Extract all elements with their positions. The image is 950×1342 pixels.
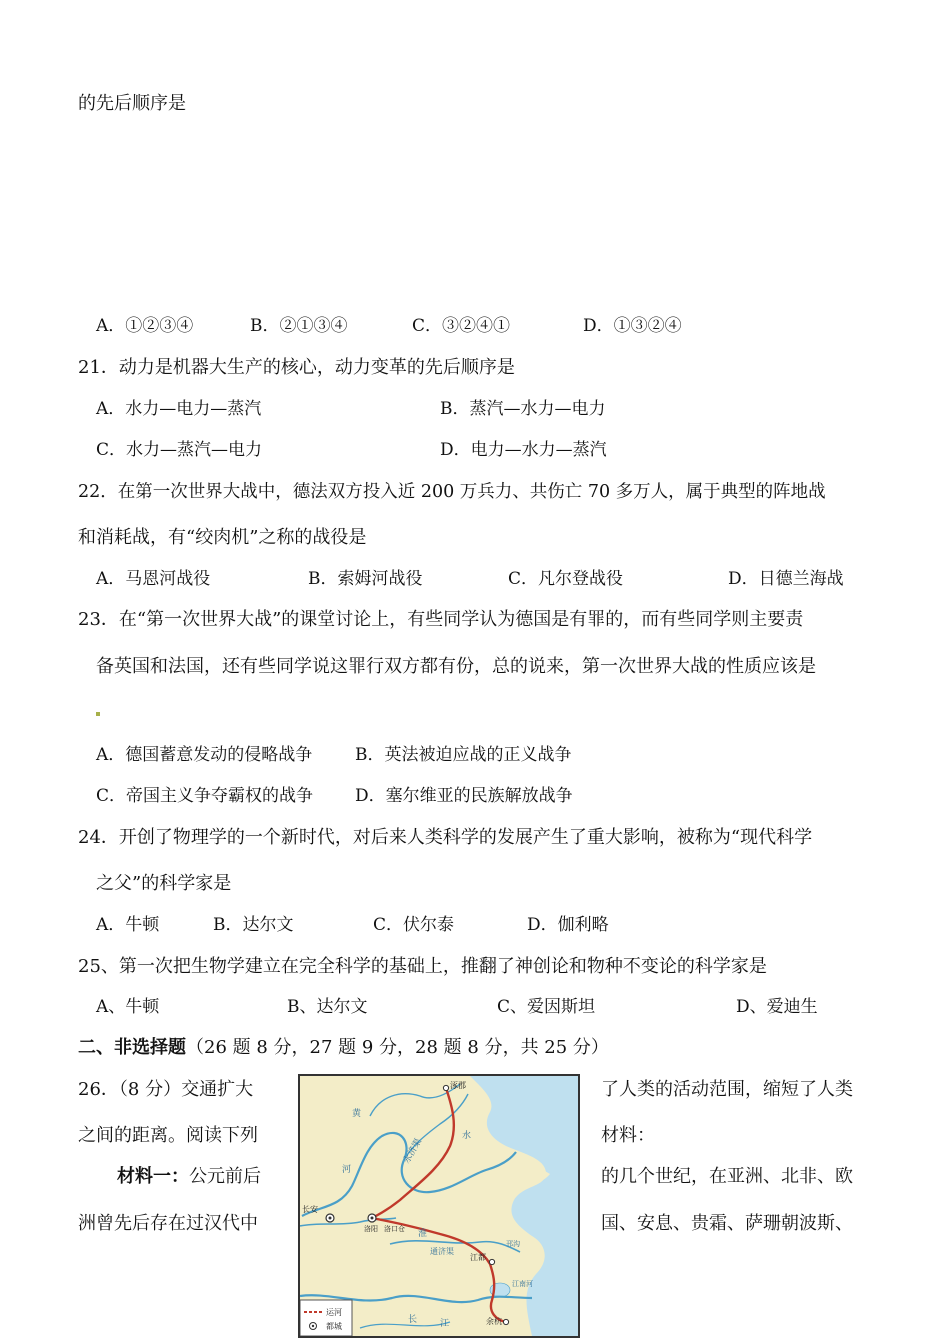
river-label-shui: 水 <box>462 1131 472 1141</box>
q26-left-line1: 26．（8 分）交通扩大 <box>78 1079 254 1100</box>
question-23-stem-line2: 备英国和法国，还有些同学说这罪行双方都有份，总的说来，第一次世界大战的性质应该是 <box>96 656 816 677</box>
question-25-stem: 25、第一次把生物学建立在完全科学的基础上，推翻了神创论和物种不变论的科学家是 <box>78 956 767 977</box>
river-label-jiangnan: 江南河 <box>512 1280 533 1288</box>
q23-option-d: D．塞尔维亚的民族解放战争 <box>355 786 573 806</box>
river-south <box>360 1322 450 1328</box>
legend-capital-swatch-dot <box>312 1325 314 1327</box>
river-label-hangou: 邗沟 <box>506 1240 520 1248</box>
section-2-heading <box>78 1036 609 1060</box>
river-label-yongji: 永济渠 <box>401 1137 425 1166</box>
legend-capital-label: 都城 <box>326 1322 342 1331</box>
material-one-label: 材料一： <box>117 1166 189 1187</box>
question-21-stem: 21．动力是机器大生产的核心，动力变革的先后顺序是 <box>78 357 515 378</box>
question-22-stem-line2: 和消耗战，有“绞肉机”之称的战役是 <box>78 527 367 548</box>
luoyang-marker-dot <box>371 1217 374 1220</box>
sui-grand-canal-map <box>298 1074 580 1338</box>
question-24-stem-line1: 24．开创了物理学的一个新时代，对后来人类科学的发展产生了重大影响，被称为“现代科学 <box>78 827 813 848</box>
q22-option-c: C．凡尔登战役 <box>508 569 624 589</box>
label-zhuojun: 涿郡 <box>450 1081 466 1090</box>
q23-option-a: A．德国蓄意发动的侵略战争 <box>96 745 313 765</box>
q25-option-d: D、爱迪生 <box>736 997 818 1017</box>
jiangdu-marker <box>489 1259 494 1264</box>
q20-option-a: A．①②③④ <box>96 316 194 336</box>
material-one-text: 公元前后 <box>189 1166 261 1187</box>
grand-canal-route <box>372 1088 506 1322</box>
q26-right-line2: 材料： <box>601 1125 655 1146</box>
yuhang-marker <box>503 1319 508 1324</box>
q21-option-d: D．电力—水力—蒸汽 <box>440 440 607 460</box>
river-label-jiang: 江 <box>440 1319 450 1329</box>
q24-option-c: C．伏尔泰 <box>373 915 455 935</box>
answer-blank-mark <box>96 712 100 716</box>
section-2-title: 二、非选择题 <box>78 1037 186 1058</box>
changan-marker-dot <box>329 1217 332 1220</box>
label-luokoucang: 洛口仓 <box>384 1225 405 1233</box>
question-24-stem-line2: 之父”的科学家是 <box>96 873 232 894</box>
zhuojun-marker <box>443 1085 448 1090</box>
q20-option-d: D．①③②④ <box>583 316 682 336</box>
legend-canal-label: 运河 <box>326 1308 342 1317</box>
river-label-he: 河 <box>342 1165 352 1175</box>
q23-option-c: C．帝国主义争夺霸权的战争 <box>96 786 314 806</box>
q21-option-c: C．水力—蒸汽—电力 <box>96 440 263 460</box>
q20-option-b: B．②①③④ <box>250 316 348 336</box>
label-jiangdu: 江都 <box>470 1253 486 1262</box>
q21-option-a: A．水力—电力—蒸汽 <box>96 399 262 419</box>
label-changan: 长安 <box>302 1205 318 1214</box>
river-label-chang: 长 <box>408 1315 418 1325</box>
q22-option-d: D．日德兰海战 <box>728 569 844 589</box>
question-20-stem-tail: 的先后顺序是 <box>78 93 186 114</box>
q24-option-b: B．达尔文 <box>213 915 294 935</box>
q21-option-b: B．蒸汽—水力—电力 <box>440 399 606 419</box>
q22-option-a: A．马恩河战役 <box>96 569 211 589</box>
q24-option-a: A．牛顿 <box>96 915 160 935</box>
question-23-stem-line1: 23．在“第一次世界大战”的课堂讨论上，有些同学认为德国是有罪的，而有些同学则主要责 <box>78 609 804 630</box>
q26-left-line4: 洲曾先后存在过汉代中 <box>78 1213 258 1234</box>
q26-left-line2: 之间的距离。阅读下列 <box>78 1125 258 1146</box>
q26-left-line3 <box>117 1165 261 1189</box>
q20-option-c: C．③②④① <box>412 316 511 336</box>
q25-option-a: A、牛顿 <box>96 997 160 1017</box>
q23-option-b: B．英法被迫应战的正义战争 <box>355 745 572 765</box>
river-label-huai: 淮 <box>418 1229 428 1239</box>
river-label-huang: 黄 <box>352 1109 362 1119</box>
q24-option-d: D．伽利略 <box>527 915 609 935</box>
section-2-note: （26 题 8 分，27 题 9 分，28 题 8 分，共 25 分） <box>186 1037 609 1058</box>
q22-option-b: B．索姆河战役 <box>308 569 423 589</box>
q25-option-b: B、达尔文 <box>287 997 368 1017</box>
q26-right-line4: 国、安息、贵霜、萨珊朝波斯、 <box>601 1213 853 1234</box>
q26-right-line3: 的几个世纪，在亚洲、北非、欧 <box>601 1166 853 1187</box>
yellow-river-line <box>302 1133 516 1216</box>
river-label-tongji: 通济渠 <box>430 1247 454 1256</box>
label-yuhang: 余杭 <box>486 1317 502 1326</box>
question-22-stem-line1: 22．在第一次世界大战中，德法双方投入近 200 万兵力、共伤亡 70 多万人，属于典型的阵地战 <box>78 482 826 502</box>
q26-right-line1: 了人类的活动范围，缩短了人类 <box>601 1079 853 1100</box>
huai-river-line <box>390 1241 520 1252</box>
label-luoyang: 洛阳 <box>364 1225 378 1233</box>
q25-option-c: C、爱因斯坦 <box>497 997 596 1017</box>
